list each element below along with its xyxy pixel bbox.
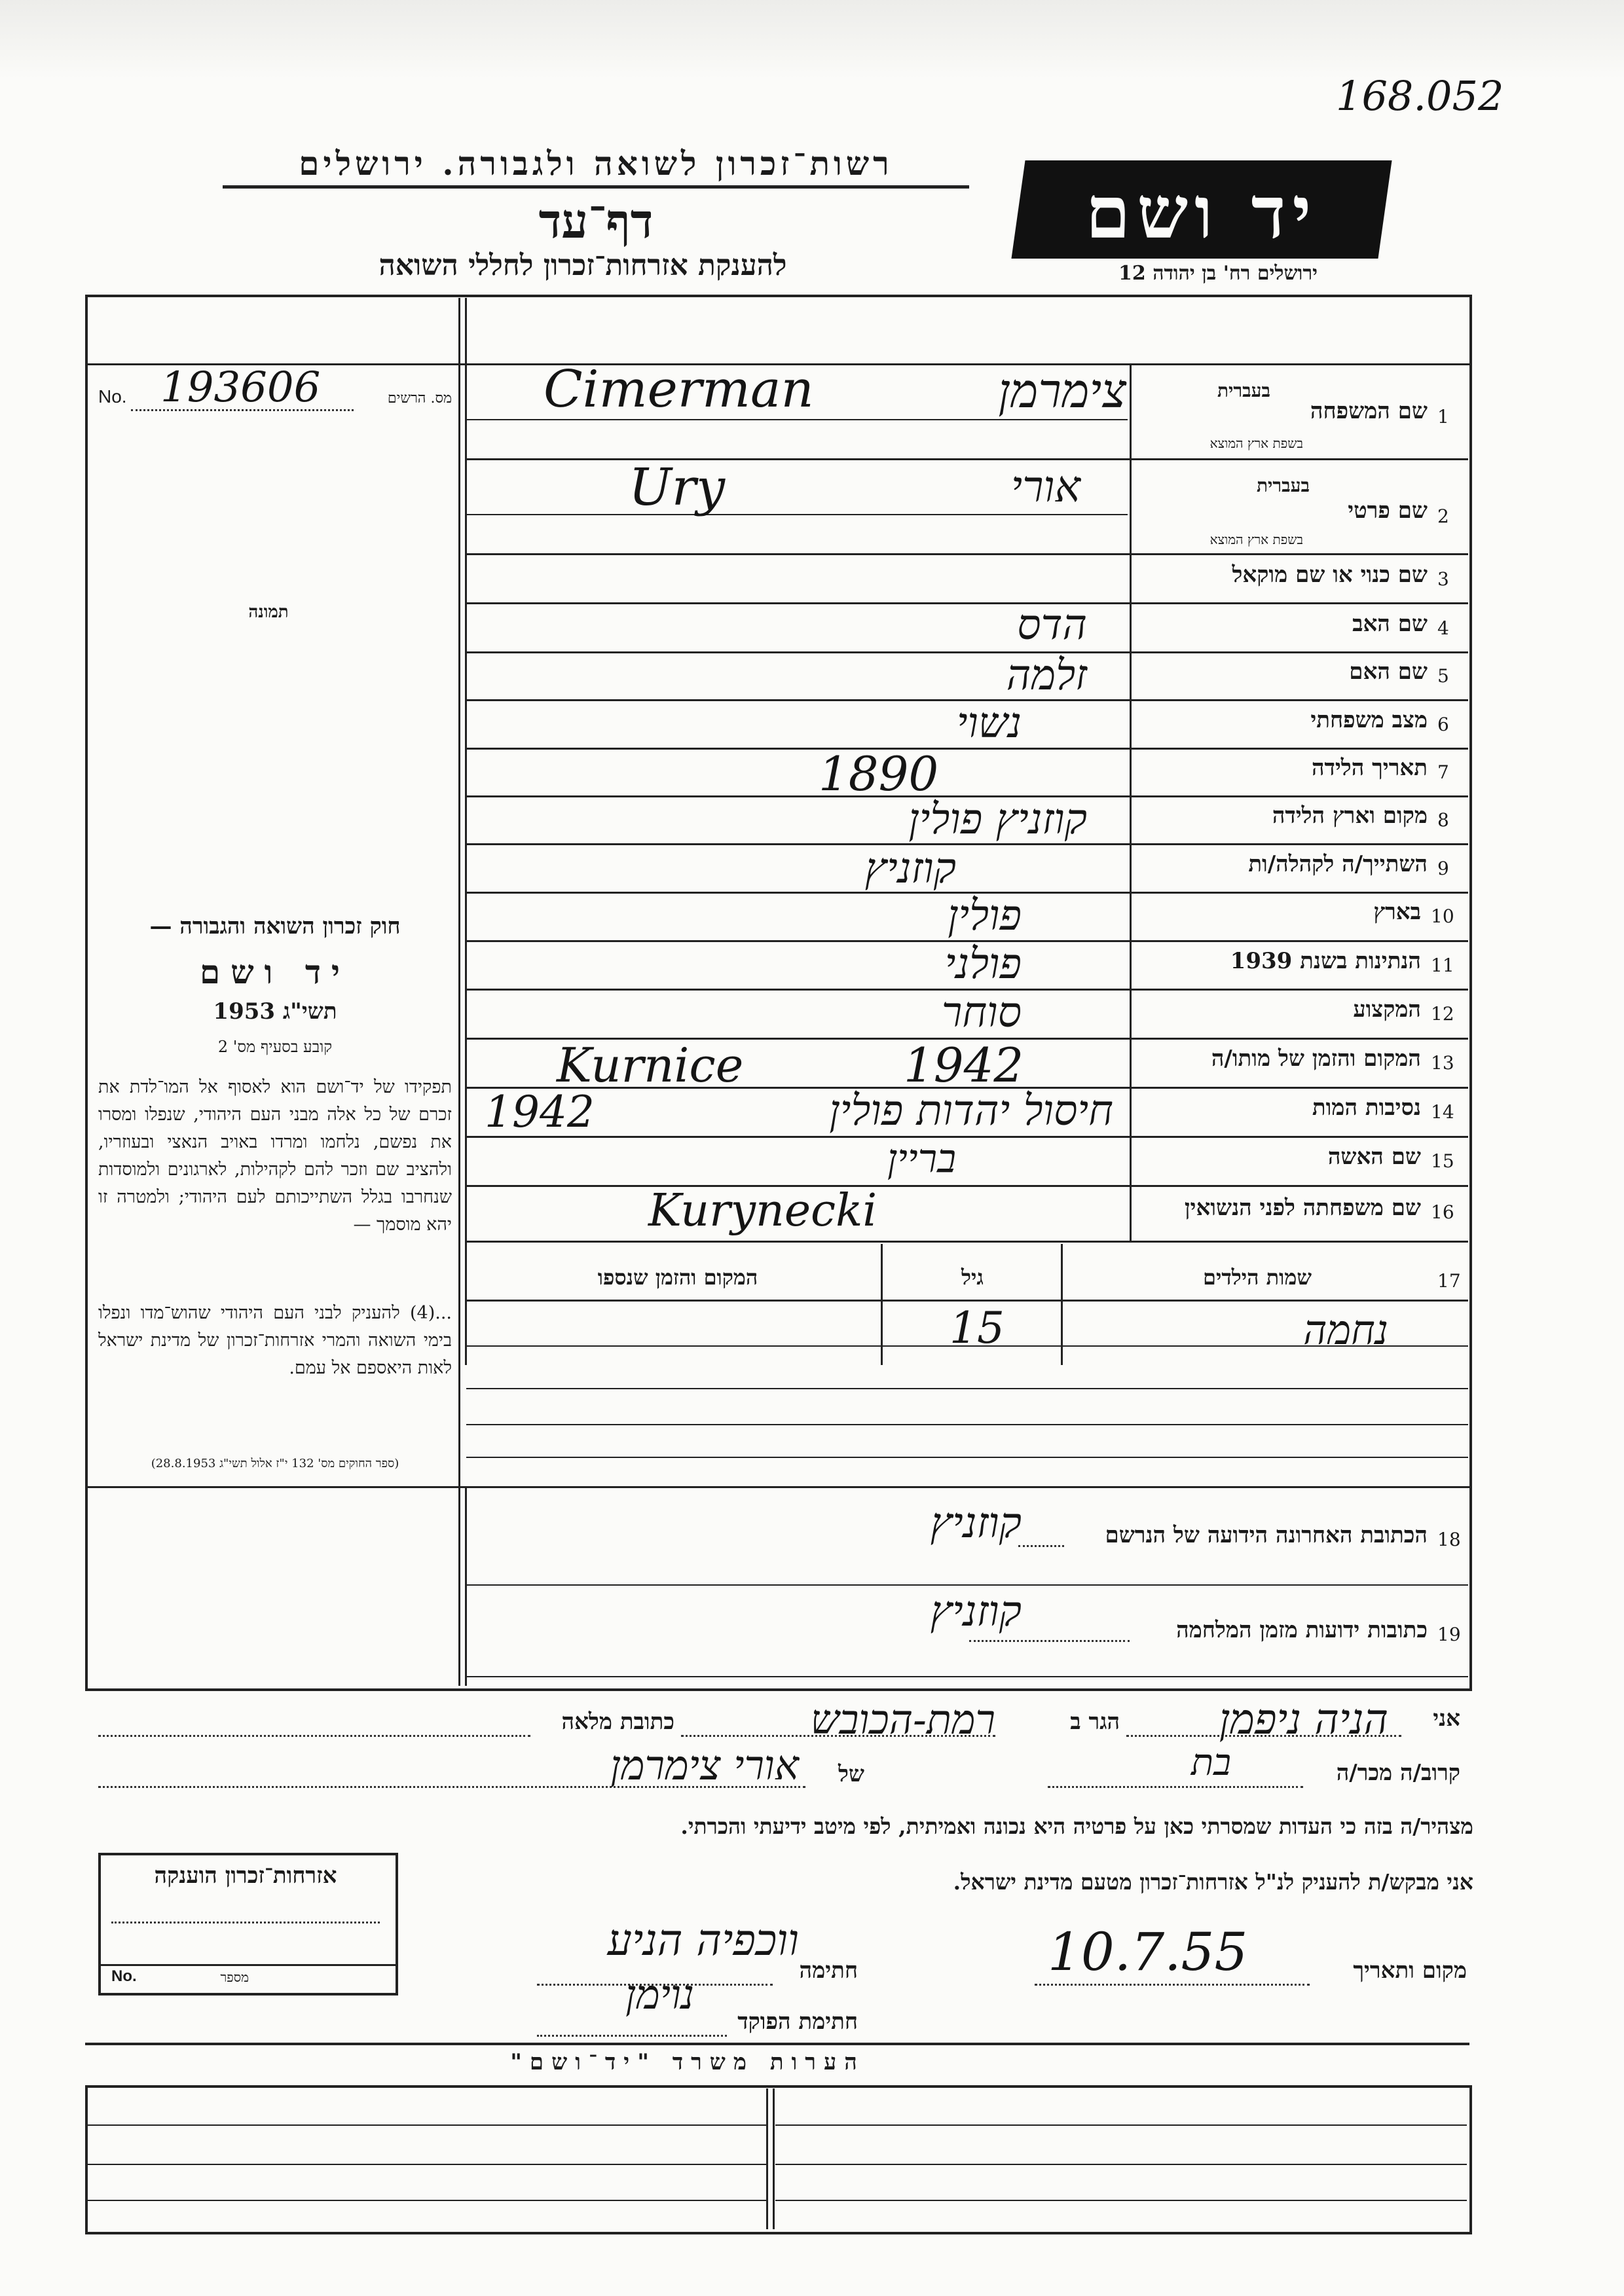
field-9-value: קוזניץ xyxy=(864,845,956,893)
archive-number: 168.052 xyxy=(1336,72,1504,120)
law-year: תשי"ג 1953 xyxy=(213,998,337,1025)
citizenship-title: אזרחות־זכרון הוענקה xyxy=(154,1863,337,1889)
field-5-num: 5 xyxy=(1437,665,1449,687)
children-header-names: שמות הילדים xyxy=(1203,1265,1312,1290)
field-7-value: 1890 xyxy=(819,746,939,801)
field-15-label: שם האשה xyxy=(1327,1144,1421,1170)
field-14-num: 14 xyxy=(1431,1101,1454,1123)
decl-signature-label: חתימה xyxy=(799,1958,858,1984)
decl-gar-value: רמת-הכובש xyxy=(810,1696,995,1743)
field-13-latin: Kurnice xyxy=(557,1038,744,1093)
field-13-label: המקום והזמן של מותו/ה xyxy=(1211,1046,1421,1072)
scan-noise xyxy=(0,0,1624,79)
decl-ani-label: אני xyxy=(1433,1705,1460,1732)
authority-title: רשות־זכרון לשואה ולגבורה. ירושלים xyxy=(223,144,969,189)
field-11-value: פולני xyxy=(944,940,1022,989)
field-10-label: בארץ xyxy=(1373,899,1421,925)
field-11-num: 11 xyxy=(1431,955,1454,976)
field-9-num: 9 xyxy=(1437,858,1449,879)
decl-officer-value: נוימן xyxy=(625,1971,694,2018)
address: ירושלים רח' בן יהודה 12 xyxy=(1118,262,1318,285)
field-13-num: 13 xyxy=(1431,1052,1454,1074)
law-clause: קובע בסעיף מס' 2 xyxy=(217,1038,333,1056)
field-1-num: 1 xyxy=(1437,406,1449,428)
registration-label: מס. הרשים xyxy=(387,390,452,407)
field-4-value: הדס xyxy=(1017,601,1087,649)
field-11-label: הנתינות בשנת 1939 xyxy=(1230,948,1421,974)
field-7-num: 7 xyxy=(1437,761,1449,783)
decl-ani-value: הניה ניפמן xyxy=(1219,1696,1388,1744)
child-1-name: נחמה xyxy=(1303,1306,1388,1354)
field-10-num: 10 xyxy=(1431,905,1454,927)
field-2-hebrew: אורי xyxy=(1010,462,1080,512)
field-16-label: שם משפחתה לפני הנשואין xyxy=(1184,1195,1421,1221)
field-2-num: 2 xyxy=(1437,505,1449,527)
child-1-age: 15 xyxy=(950,1303,1005,1353)
decl-place-date-value: 10.7.55 xyxy=(1048,1922,1248,1982)
field-19-num: 19 xyxy=(1437,1624,1461,1645)
field-1-sub-bottom: בשפת ארץ המוצא xyxy=(1209,435,1303,451)
field-19-label: כתובות ידועות מזמן המלחמה xyxy=(1176,1617,1428,1643)
field-12-value: סוחר xyxy=(941,989,1022,1037)
remarks-top-border xyxy=(85,2043,1469,2045)
field-6-value: נשוי xyxy=(956,699,1022,748)
field-2-latin: Ury xyxy=(629,458,726,517)
field-3-label: שם כנוי או שם מוקאל xyxy=(1232,562,1428,588)
field-18-value: קוזניץ xyxy=(930,1499,1022,1548)
children-header-place-time: המקום והזמן שנספו xyxy=(597,1265,758,1290)
field-6-label: מצב משפחתי xyxy=(1310,707,1428,733)
remarks-title: הערות משרד "יד־ושם" xyxy=(510,2049,865,2075)
law-name: יד ושם xyxy=(200,953,350,991)
decl-statement: מצהיר/ה בזה כי העדות שמסרתי כאן על פרטיה היא נכונה ואמיתית, לפי מיטב ידיעתי והכרתי. xyxy=(680,1813,1473,1839)
field-2-sub-bottom: בשפת ארץ המוצא xyxy=(1209,532,1303,547)
field-1-label: שם המשפחה xyxy=(1310,398,1428,424)
decl-gar-label: הגר ב xyxy=(1070,1709,1120,1735)
field-18-num: 18 xyxy=(1437,1529,1461,1550)
citizenship-number-label: מספר xyxy=(220,1969,249,1985)
children-header-age: גיל xyxy=(961,1265,984,1290)
label-column-divider xyxy=(1130,363,1132,1241)
field-4-label: שם האב xyxy=(1352,611,1428,637)
registration-prefix: No. xyxy=(98,386,127,407)
form-subtitle: להענקת אזרחות־זכרון לחללי השואה xyxy=(378,249,787,282)
field-12-num: 12 xyxy=(1431,1003,1454,1025)
field-16-num: 16 xyxy=(1431,1201,1454,1223)
form-title: דף־עד xyxy=(538,193,654,249)
photo-label: תמונה xyxy=(248,602,289,622)
field-13-year: 1942 xyxy=(904,1038,1024,1093)
field-10-value: פולין xyxy=(948,892,1022,940)
field-17-num: 17 xyxy=(1437,1270,1461,1292)
field-2-label: שם פרטי xyxy=(1348,498,1428,524)
field-14-year: 1942 xyxy=(485,1087,595,1137)
field-1-hebrew: צימרמן xyxy=(998,363,1126,418)
remarks-box xyxy=(85,2085,1472,2234)
logo-text: יד ושם xyxy=(1085,170,1318,255)
left-column-divider xyxy=(458,298,460,1365)
decl-place-date-label: מקום ותאריך xyxy=(1353,1958,1467,1984)
field-6-num: 6 xyxy=(1437,714,1449,735)
registration-number: 193606 xyxy=(160,363,321,412)
field-14-value: חיסול יהדות פולין xyxy=(829,1087,1113,1135)
field-9-label: השתייך/ה לקהלה/ות xyxy=(1248,851,1428,877)
field-5-value: זלמה xyxy=(1006,651,1087,700)
law-text: תפקידו של יד־ושם הוא לאסוף אל המו־לדת את זכרם של כל אלה מבני העם היהודי, שנפלו ומסרו את נפשם, נלחמו ומרדו באויב הנאצי ובעוזריו, ולהציב שם וזכר להם לקהילות, לארגונים ולמוסדות שנחרבו בגלל השתייכותם לעם היהודי; ולמטרה זו יהא מוסמך — xyxy=(98,1077,452,1235)
field-15-value: בריין xyxy=(887,1136,956,1182)
decl-of-value: אורי צימרמן xyxy=(610,1741,799,1789)
field-16-value: Kurynecki xyxy=(648,1185,877,1237)
field-4-num: 4 xyxy=(1437,617,1449,639)
decl-officer-label: חתימת הפוקד xyxy=(737,2009,858,2035)
field-18-label: הכתובת האחרונה הידועה של הנרשם xyxy=(1105,1522,1428,1548)
citizenship-number-prefix: No. xyxy=(111,1967,137,1985)
law-title: חוק זכרון השואה והגבורה — xyxy=(149,913,401,939)
decl-request: אני מבקש/ת להעניק לנ"ל אזרחות־זכרון מטעם מדינת ישראל. xyxy=(953,1869,1473,1895)
decl-of-label: של xyxy=(838,1761,864,1787)
field-3-num: 3 xyxy=(1437,568,1449,590)
decl-signature-value: ווכפיה הניע xyxy=(607,1915,799,1965)
law-text-2: ...(4) להעניק לבני העם היהודי שהוש־מדו ונפלו בימי השואה והמרי אזרחות־זכרון של מדינת ישראל לאות היאספם אל עמם. xyxy=(98,1303,452,1378)
field-1-sub-top: בעברית xyxy=(1217,380,1270,401)
field-5-label: שם האם xyxy=(1349,659,1428,685)
decl-relative-value: בת xyxy=(1190,1741,1231,1784)
field-8-num: 8 xyxy=(1437,809,1449,831)
field-12-label: המקצוע xyxy=(1353,996,1421,1023)
decl-address-label: כתובת מלאה xyxy=(561,1709,674,1735)
field-2-sub-top: בעברית xyxy=(1256,475,1310,496)
decl-relative-label: קרוב/ה מכר/ה xyxy=(1336,1760,1460,1786)
field-15-num: 15 xyxy=(1431,1150,1454,1172)
field-1-latin: Cimerman xyxy=(544,360,814,419)
law-footnote: (ספר החוקים מס' 132 י"ז אלול תשי"ג 28.8.1953) xyxy=(151,1457,399,1470)
field-19-value: קוזניץ xyxy=(930,1588,1022,1636)
field-14-label: נסיבות המות xyxy=(1312,1095,1421,1121)
field-8-value: קוזניץ פולין xyxy=(908,795,1087,844)
field-7-label: תאריך הלידה xyxy=(1311,755,1428,781)
field-8-label: מקום וארץ הלידה xyxy=(1272,803,1428,829)
